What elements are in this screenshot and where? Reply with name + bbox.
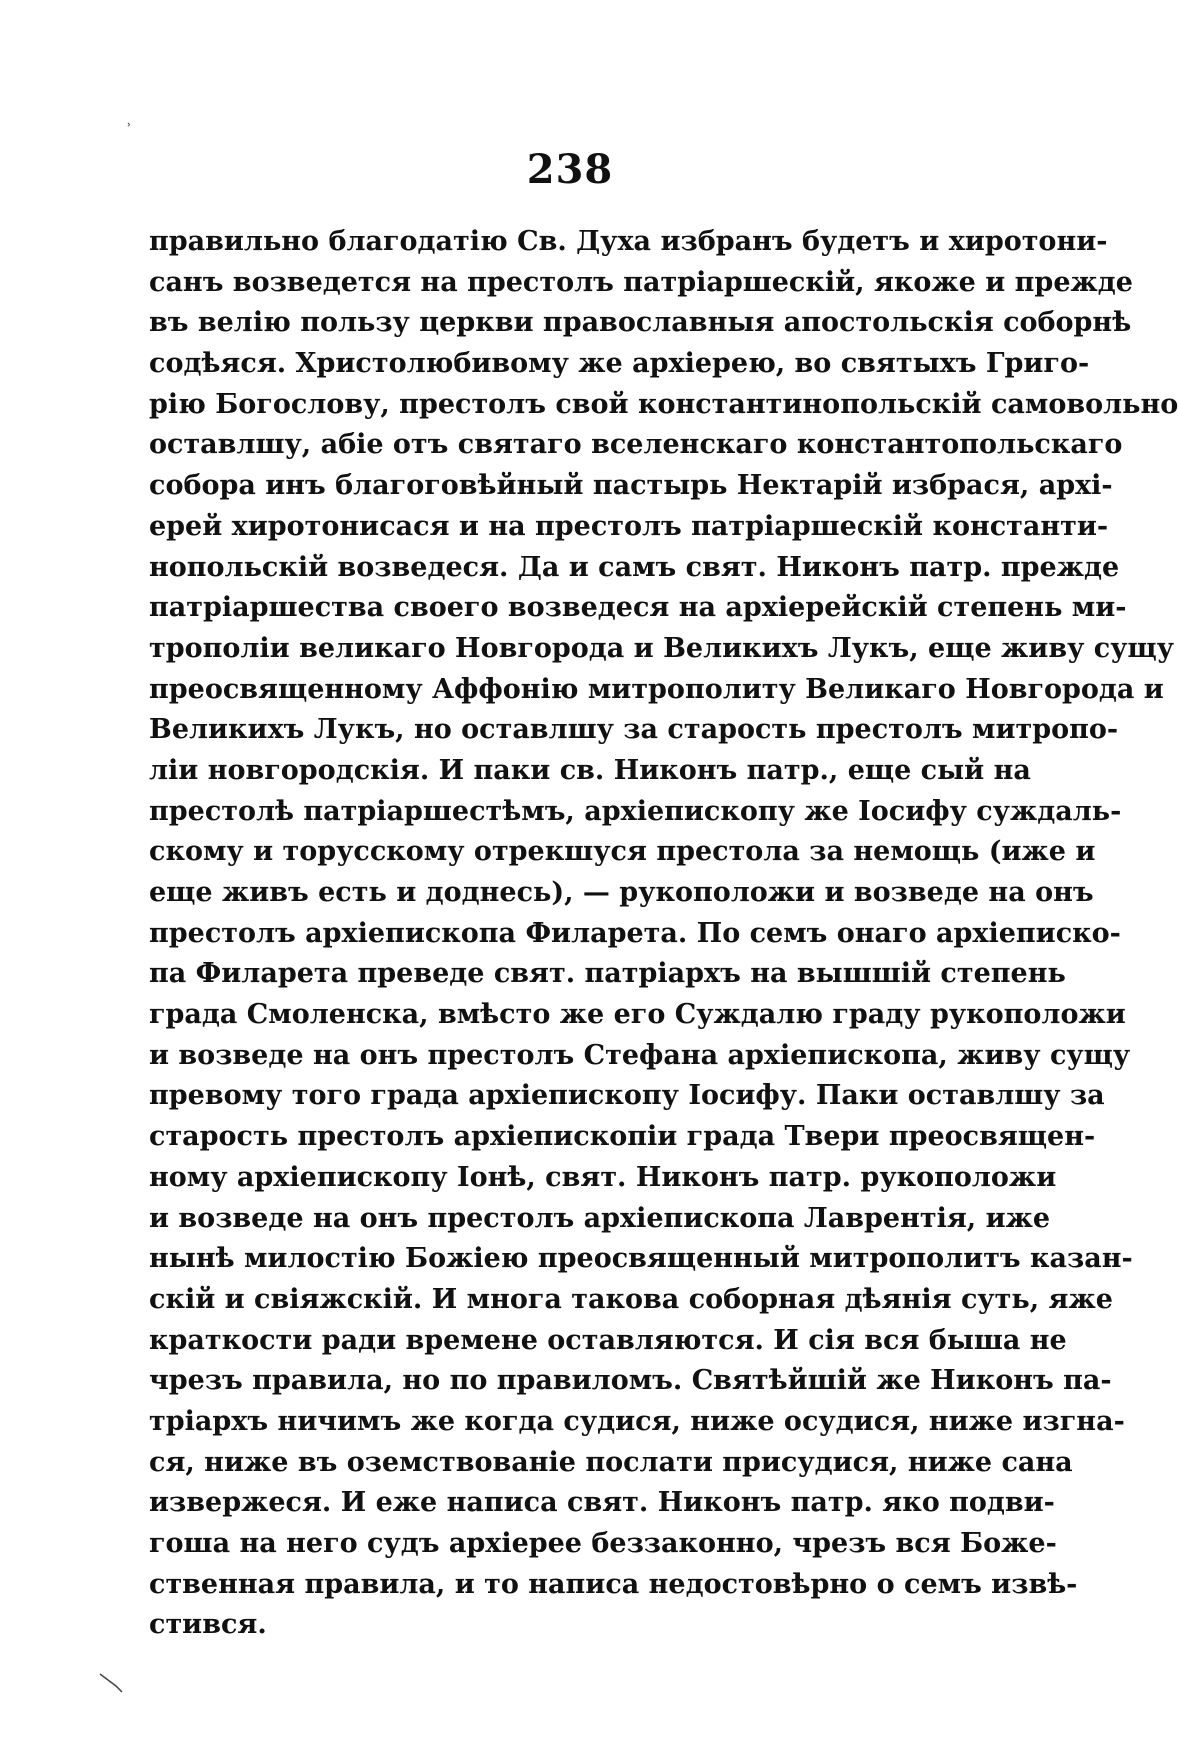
text-line: ліи новгородскія. И паки св. Никонъ патр., еще сый на (149, 754, 1031, 786)
text-line: рію Богослову, престолъ свой константинопольскій самовольно (149, 388, 1178, 420)
text-line: правильно благодатію Св. Духа избранъ будетъ и хиротони- (149, 226, 1108, 257)
text-line: еще живъ есть и доднесь), — рукоположи и возведе на онъ (149, 877, 1094, 908)
text-line: въ велію пользу церкви православныя апостольскія соборнѣ (149, 307, 1132, 339)
text-line: оставлшу, абіе отъ святаго вселенскаго константопольскаго (149, 429, 1123, 461)
body-text (149, 222, 1178, 1646)
text-line: па Филарета преведе свят. патріархъ на вышшій степень (149, 958, 1066, 990)
text-line: и возведе на онъ престолъ архіепископа Лаврентія, иже (149, 1202, 1051, 1234)
text-line: извержеся. И еже написа свят. Никонъ патр. яко подви- (149, 1487, 1055, 1519)
text-line: ному архіепископу Іонѣ, свят. Никонъ патр. рукоположи (149, 1161, 1057, 1193)
text-line: Великихъ Лукъ, но оставлшу за старость престолъ митропо- (149, 714, 1119, 746)
text-line: и возведе на онъ престолъ Стефана архіепископа, живу сущу (149, 1039, 1131, 1071)
text-line: престолѣ патріаршестѣмъ, архіепископу же Іосифу суждаль- (149, 795, 1122, 827)
text-line: ственная правила, и то написа недостовѣрно о семъ извѣ- (149, 1568, 1078, 1600)
text-line: ся, ниже въ оземствованіе послати присудися, ниже сана (149, 1446, 1073, 1478)
text-line: собора инъ благоговѣйный пастырь Нектарій избрася, архі- (149, 470, 1113, 502)
text-line: содѣяся. Христолюбивому же архіерею, во святыхъ Григо- (149, 348, 1090, 380)
text-line: преосвященному Аффонію митрополиту Великаго Новгорода и (149, 673, 1164, 705)
text-line: санъ возведется на престолъ патріаршескій, якоже и прежде (149, 266, 1133, 298)
text-line: скій и свіяжскій. И многа такова соборная дѣянія суть, яже (149, 1283, 1113, 1315)
text-line: скому и торусскому отрекшуся престола за немощь (иже и (149, 836, 1096, 868)
text-line: ерей хиротонисася и на престолъ патріаршескій константи- (149, 510, 1109, 542)
text-line: тріархъ ничимъ же когда судися, ниже осудися, ниже изгна- (149, 1405, 1125, 1437)
text-line: нынѣ милостію Божіею преосвященный митрополитъ казан- (149, 1243, 1133, 1275)
text-line: града Смоленска, вмѣсто же его Суждалю граду рукоположи (149, 999, 1126, 1031)
text-line: краткости ради времене оставляются. И сія вся быша не (149, 1324, 1067, 1356)
text-line: патріаршества своего возведеся на архіерейскій степень ми- (149, 592, 1127, 624)
stray-mark-bottom (98, 1668, 128, 1698)
text-line: чрезъ правила, но по правиломъ. Святѣйшій же Никонъ па- (149, 1365, 1112, 1397)
text-line: нопольскій возведеся. Да и самъ свят. Никонъ патр. прежде (149, 551, 1120, 583)
text-line: престолъ архіепископа Филарета. По семъ онаго архіеписко- (149, 917, 1121, 949)
text-line: старость престолъ архіепископіи града Твери преосвящен- (149, 1121, 1096, 1153)
text-line: стився. (149, 1609, 267, 1641)
text-line: превому того града архіепископу Іосифу. Паки оставлшу за (149, 1080, 1105, 1112)
text-line: трополіи великаго Новгорода и Великихъ Лукъ, еще живу сущу (149, 632, 1174, 664)
text-line: гоша на него судъ архіерее беззаконно, чрезъ вся Боже- (149, 1528, 1057, 1559)
page-number: 238 (526, 146, 614, 193)
stray-mark-top: ˒ (127, 118, 132, 134)
